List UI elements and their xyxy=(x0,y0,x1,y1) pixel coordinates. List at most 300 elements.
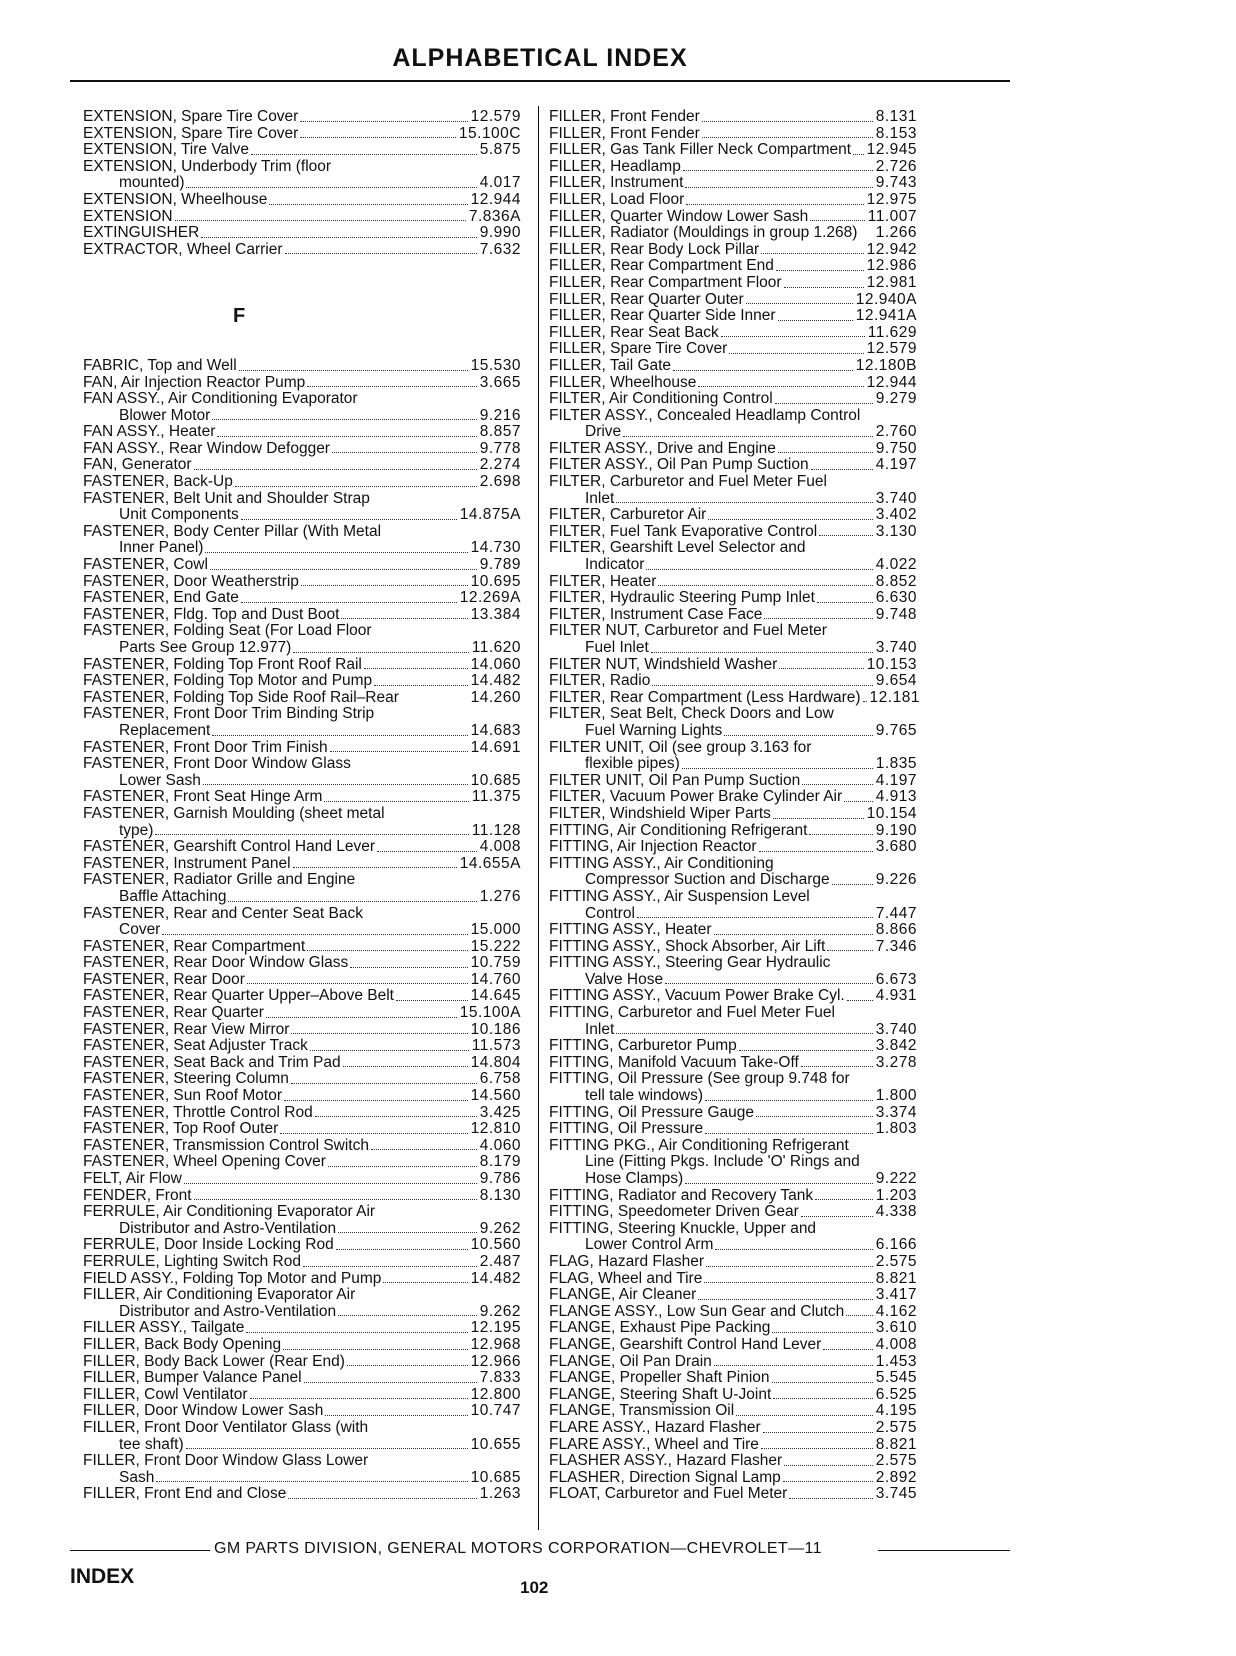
group-number: 12.944 xyxy=(470,190,521,208)
footer-rule-right xyxy=(878,1550,1010,1552)
entry-text: FILLER, Load Floor xyxy=(549,190,685,208)
index-entry xyxy=(83,1154,521,1171)
entry-text: FILLER, Bumper Valance Panel xyxy=(83,1369,302,1387)
footer-text: GM PARTS DIVISION, GENERAL MOTORS CORPORATION—CHEVROLET—11 xyxy=(214,1540,822,1557)
entry-text: FASTENER, Seat Back and Trim Pad xyxy=(83,1053,341,1071)
dot-leader xyxy=(616,502,872,503)
dot-leader xyxy=(714,934,873,935)
dot-leader xyxy=(739,1050,873,1051)
index-entry-continuation xyxy=(549,906,917,923)
group-number: 12.579 xyxy=(866,340,917,358)
dot-leader xyxy=(364,668,468,669)
index-entry xyxy=(549,441,917,458)
index-entry-continuation xyxy=(83,773,521,790)
group-number: 12.181 xyxy=(869,688,920,706)
dot-leader xyxy=(756,1116,873,1117)
entry-text: FASTENER, Folding Top Front Roof Rail xyxy=(83,655,362,673)
index-entry xyxy=(83,1254,521,1271)
index-entry xyxy=(83,1403,521,1420)
index-entry xyxy=(83,1071,521,1088)
index-entry xyxy=(83,590,521,607)
entry-text: FILTER, Instrument Case Face xyxy=(549,605,763,623)
entry-text: FILTER, Gearshift Level Selector and xyxy=(549,539,806,557)
index-entry xyxy=(549,308,917,325)
group-number: 15.530 xyxy=(470,356,521,374)
group-number: 1.263 xyxy=(479,1485,521,1503)
group-number: 9.990 xyxy=(479,224,521,242)
group-number: 12.195 xyxy=(470,1319,521,1337)
dot-leader xyxy=(194,469,477,470)
index-entry xyxy=(83,142,521,159)
index-entry xyxy=(83,1320,521,1337)
index-entry xyxy=(549,1121,917,1138)
index-entry-continuation xyxy=(83,175,521,192)
dot-leader xyxy=(328,1166,477,1167)
index-entry xyxy=(83,1337,521,1354)
group-number: 12.944 xyxy=(866,373,917,391)
dot-leader xyxy=(846,1315,872,1316)
dot-leader xyxy=(212,735,467,736)
group-number: 9.190 xyxy=(875,821,917,839)
index-entry xyxy=(549,258,917,275)
entry-text: FAN, Generator xyxy=(83,456,192,474)
section-heading: F xyxy=(233,305,246,328)
group-number: 9.743 xyxy=(875,174,917,192)
entry-text: FASTENER, Cowl xyxy=(83,556,208,574)
dot-leader xyxy=(811,469,873,470)
index-entry xyxy=(83,1121,521,1138)
entry-text: FILTER, Hydraulic Steering Pump Inlet xyxy=(549,589,815,607)
entry-text: FILLER, Headlamp xyxy=(549,157,681,175)
entry-text: flexible pipes) xyxy=(585,755,680,773)
index-entry xyxy=(83,789,521,806)
entry-text: FASTENER, Front Door Trim Finish xyxy=(83,738,328,756)
group-number: 15.222 xyxy=(470,937,521,955)
dot-leader xyxy=(247,983,468,984)
group-number: 12.579 xyxy=(470,108,521,125)
dot-leader xyxy=(844,801,873,802)
dot-leader xyxy=(784,287,864,288)
entry-text: FASTENER, Folding Seat (For Load Floor xyxy=(83,622,372,640)
entry-text: FITTING ASSY., Vacuum Power Brake Cyl. xyxy=(549,987,845,1005)
index-entry xyxy=(83,1486,521,1503)
index-entry xyxy=(549,275,917,292)
group-number: 8.130 xyxy=(479,1186,521,1204)
group-number: 14.060 xyxy=(470,655,521,673)
index-entry xyxy=(83,1038,521,1055)
dot-leader xyxy=(310,1050,469,1051)
index-entry xyxy=(83,242,521,259)
group-number: 12.966 xyxy=(470,1352,521,1370)
spacer xyxy=(83,275,521,292)
index-entry xyxy=(549,474,917,491)
dot-leader xyxy=(304,1382,477,1383)
entry-text: FILLER, Gas Tank Filler Neck Compartment xyxy=(549,141,852,159)
group-number: 8.179 xyxy=(479,1153,521,1171)
index-entry xyxy=(83,872,521,889)
index-entry xyxy=(549,1287,917,1304)
group-number: 15.100C xyxy=(458,124,521,142)
entry-text: FILTER, Rear Compartment (Less Hardware) xyxy=(549,688,861,706)
spacer xyxy=(83,292,521,309)
dot-leader xyxy=(623,436,873,437)
entry-text: FASTENER, Front Door Window Glass xyxy=(83,755,351,773)
dot-leader xyxy=(673,370,853,371)
index-entry xyxy=(549,159,917,176)
entry-text: FILLER, Rear Seat Back xyxy=(549,323,719,341)
entry-text: Blower Motor xyxy=(119,406,211,424)
index-entry xyxy=(549,1437,917,1454)
group-number: 14.482 xyxy=(470,672,521,690)
index-entry xyxy=(549,1005,917,1022)
index-entry xyxy=(549,1403,917,1420)
index-entry xyxy=(83,474,521,491)
group-number: 1.453 xyxy=(875,1352,917,1370)
group-number: 4.008 xyxy=(875,1335,917,1353)
dot-leader xyxy=(721,336,865,337)
index-entry xyxy=(83,740,521,757)
dot-leader xyxy=(371,1149,477,1150)
entry-text: FILTER, Heater xyxy=(549,572,657,590)
entry-text: FELT, Air Flow xyxy=(83,1170,182,1187)
entry-text: FASTENER, Body Center Pillar (With Metal xyxy=(83,522,382,540)
index-entry xyxy=(83,574,521,591)
index-entry xyxy=(83,690,521,707)
index-entry xyxy=(83,375,521,392)
group-number: 11.128 xyxy=(471,821,521,839)
group-number: 10.655 xyxy=(470,1435,521,1453)
index-entry-continuation xyxy=(549,872,917,889)
group-number: 9.262 xyxy=(479,1219,521,1237)
entry-text: FITTING, Air Injection Reactor xyxy=(549,838,757,856)
group-number: 8.821 xyxy=(875,1269,917,1287)
dot-leader xyxy=(809,834,872,835)
dot-leader xyxy=(683,170,873,171)
dot-leader xyxy=(773,818,864,819)
group-number: 10.759 xyxy=(470,954,521,972)
entry-text: FILLER, Rear Quarter Outer xyxy=(549,290,744,308)
entry-text: FASTENER, Back-Up xyxy=(83,473,233,491)
index-entry xyxy=(549,126,917,143)
index-entry-continuation xyxy=(549,1088,917,1105)
group-number: 9.222 xyxy=(875,1170,917,1187)
entry-text: Line (Fitting Pkgs. Include 'O' Rings and xyxy=(585,1153,860,1171)
dot-leader xyxy=(772,1332,872,1333)
entry-text: FILLER, Cowl Ventilator xyxy=(83,1385,248,1403)
group-number: 3.130 xyxy=(875,522,917,540)
dot-leader xyxy=(863,701,867,702)
index-entry xyxy=(549,789,917,806)
dot-leader xyxy=(303,1266,477,1267)
group-number: 13.384 xyxy=(470,605,521,623)
entry-text: FILLER, Rear Compartment End xyxy=(549,257,774,275)
dot-leader xyxy=(241,519,457,520)
entry-text: Lower Sash xyxy=(119,771,201,789)
index-entry-continuation xyxy=(83,922,521,939)
index-entry-continuation xyxy=(549,1154,917,1171)
dot-leader xyxy=(746,303,853,304)
entry-text: FILTER, Radio xyxy=(549,672,651,690)
dot-leader xyxy=(823,1349,872,1350)
index-entry xyxy=(549,175,917,192)
footer-rule-left xyxy=(70,1550,210,1552)
entry-text: FASTENER, Garnish Moulding (sheet metal xyxy=(83,804,385,822)
dot-leader xyxy=(228,901,476,902)
entry-text: FLOAT, Carburetor and Fuel Meter xyxy=(549,1485,788,1503)
entry-text: FITTING, Oil Pressure (See group 9.748 for xyxy=(549,1070,850,1088)
index-entry xyxy=(549,142,917,159)
entry-text: FASTENER, Front Seat Hinge Arm xyxy=(83,788,323,806)
dot-leader xyxy=(708,519,872,520)
index-entry xyxy=(83,457,521,474)
dot-leader xyxy=(685,1183,873,1184)
group-number: 12.941A xyxy=(855,307,917,325)
dot-leader xyxy=(374,685,467,686)
index-entry xyxy=(83,1387,521,1404)
entry-text: FASTENER, Gearshift Control Hand Lever xyxy=(83,838,376,856)
group-number: 2.575 xyxy=(875,1418,917,1436)
index-entry xyxy=(83,1354,521,1371)
entry-text: FITTING ASSY., Air Conditioning xyxy=(549,854,774,872)
group-number: 12.981 xyxy=(866,273,917,291)
entry-text: FASTENER, Rear Compartment xyxy=(83,937,306,955)
group-number: 7.836A xyxy=(468,207,521,225)
index-column-left xyxy=(83,109,521,1503)
entry-text: tell tale windows) xyxy=(585,1087,704,1105)
group-number: 12.269A xyxy=(459,589,521,607)
group-number: 8.153 xyxy=(875,124,917,142)
entry-text: FERRULE, Door Inside Locking Rod xyxy=(83,1236,334,1254)
index-entry xyxy=(549,955,917,972)
index-entry xyxy=(549,1420,917,1437)
entry-text: FASTENER, Seat Adjuster Track xyxy=(83,1037,308,1055)
group-number: 3.740 xyxy=(875,639,917,656)
entry-text: FASTENER, Fldg. Top and Dust Boot xyxy=(83,605,340,623)
group-number: 6.525 xyxy=(875,1385,917,1403)
index-entry xyxy=(83,1420,521,1437)
group-number: 14.804 xyxy=(470,1053,521,1071)
group-number: 11.007 xyxy=(867,207,917,225)
index-entry xyxy=(549,540,917,557)
group-number: 12.942 xyxy=(866,240,917,258)
entry-text: FITTING ASSY., Steering Gear Hydraulic xyxy=(549,954,831,972)
index-entry xyxy=(549,988,917,1005)
group-number: 4.195 xyxy=(875,1402,917,1420)
index-entry xyxy=(549,1453,917,1470)
dot-leader xyxy=(341,618,467,619)
entry-text: Compressor Suction and Discharge xyxy=(585,871,830,889)
dot-leader xyxy=(706,1266,873,1267)
entry-text: FITTING, Carburetor and Fuel Meter Fuel xyxy=(549,1004,835,1022)
group-number: 7.447 xyxy=(875,904,917,922)
index-entry-continuation xyxy=(83,723,521,740)
group-number: 3.740 xyxy=(875,489,917,507)
group-number: 3.374 xyxy=(875,1103,917,1121)
dot-leader xyxy=(847,1000,873,1001)
entry-text: FASTENER, Rear Quarter Upper–Above Belt xyxy=(83,987,394,1005)
group-number: 14.645 xyxy=(470,987,521,1005)
group-number: 3.665 xyxy=(479,373,521,391)
group-number: 2.487 xyxy=(479,1252,521,1270)
dot-leader xyxy=(280,1133,467,1134)
entry-text: FILTER, Fuel Tank Evaporative Control xyxy=(549,522,818,540)
entry-text: FASTENER, Transmission Control Switch xyxy=(83,1136,369,1154)
index-entry xyxy=(83,906,521,923)
group-number: 3.417 xyxy=(875,1286,917,1304)
dot-leader xyxy=(783,1481,873,1482)
spacer xyxy=(83,325,521,342)
group-number: 14.683 xyxy=(470,721,521,739)
group-number: 2.274 xyxy=(479,456,521,474)
group-number: 3.278 xyxy=(875,1053,917,1071)
index-entry xyxy=(83,109,521,126)
dot-leader xyxy=(324,801,468,802)
dot-leader xyxy=(714,1365,873,1366)
group-number: 10.685 xyxy=(470,771,521,789)
index-entry xyxy=(83,1105,521,1122)
entry-text: FILLER, Wheelhouse xyxy=(549,373,697,391)
entry-text: Replacement xyxy=(119,721,211,739)
dot-leader xyxy=(293,867,457,868)
entry-text: FILLER, Rear Body Lock Pillar xyxy=(549,240,760,258)
index-entry xyxy=(83,856,521,873)
index-entry xyxy=(549,1138,917,1155)
entry-text: FITTING ASSY., Heater xyxy=(549,921,712,939)
group-number: 8.852 xyxy=(875,572,917,590)
entry-text: FILLER, Front Door Window Glass Lower xyxy=(83,1452,369,1470)
group-number: 10.685 xyxy=(470,1468,521,1486)
group-number: 4.197 xyxy=(875,771,917,789)
entry-text: FITTING, Speedometer Driven Gear xyxy=(549,1203,799,1221)
index-entry-continuation xyxy=(549,756,917,773)
index-entry-continuation xyxy=(549,491,917,508)
group-number: 6.166 xyxy=(875,1236,917,1254)
entry-text: FAN ASSY., Heater xyxy=(83,423,216,441)
entry-text: FILTER UNIT, Oil Pan Pump Suction xyxy=(549,771,801,789)
index-entry xyxy=(549,109,917,126)
group-number: 3.842 xyxy=(875,1037,917,1055)
entry-text: EXTENSION xyxy=(83,207,173,225)
index-entry xyxy=(549,939,917,956)
entry-text: FASTENER, Radiator Grille and Engine xyxy=(83,871,356,889)
group-number: 9.216 xyxy=(479,406,521,424)
group-number: 8.866 xyxy=(875,921,917,939)
entry-text: FASTENER, Rear View Mirror xyxy=(83,1020,290,1038)
entry-text: FILTER, Air Conditioning Control xyxy=(549,390,773,408)
group-number: 4.338 xyxy=(875,1203,917,1221)
index-entry xyxy=(83,839,521,856)
dot-leader xyxy=(776,270,864,271)
entry-text: EXTENSION, Tire Valve xyxy=(83,141,249,159)
entry-text: Cover xyxy=(119,921,161,939)
index-entry xyxy=(549,922,917,939)
index-entry xyxy=(549,457,917,474)
group-number: 6.673 xyxy=(875,970,917,988)
group-number: 9.748 xyxy=(875,605,917,623)
dot-leader xyxy=(246,1332,467,1333)
index-entry xyxy=(549,806,917,823)
group-number: 12.945 xyxy=(866,141,917,159)
index-entry xyxy=(83,939,521,956)
dot-leader xyxy=(293,652,468,653)
index-entry xyxy=(549,1387,917,1404)
entry-text: EXTENSION, Underbody Trim (floor xyxy=(83,157,332,175)
index-entry xyxy=(549,192,917,209)
entry-text: FILLER, Front Fender xyxy=(549,124,700,142)
index-entry xyxy=(83,524,521,541)
index-entry xyxy=(549,1071,917,1088)
dot-leader xyxy=(325,1415,467,1416)
index-entry xyxy=(549,1320,917,1337)
index-entry-continuation xyxy=(83,889,521,906)
entry-text: FILTER UNIT, Oil (see group 3.163 for xyxy=(549,738,812,756)
index-entry-continuation xyxy=(83,1470,521,1487)
entry-text: FITTING, Carburetor Pump xyxy=(549,1037,737,1055)
dot-leader xyxy=(205,552,467,553)
entry-text: EXTENSION, Spare Tire Cover xyxy=(83,124,299,142)
entry-text: FERRULE, Air Conditioning Evaporator Air xyxy=(83,1203,376,1221)
entry-text: FASTENER, Belt Unit and Shoulder Strap xyxy=(83,489,370,507)
index-entry-continuation xyxy=(83,1437,521,1454)
index-entry xyxy=(83,706,521,723)
entry-text: Parts See Group 12.977) xyxy=(119,639,292,656)
entry-text: FITTING PKG., Air Conditioning Refrigerant xyxy=(549,1136,849,1154)
entry-text: FLANGE ASSY., Low Sun Gear and Clutch xyxy=(549,1302,845,1320)
entry-text: FILTER, Carburetor Air xyxy=(549,506,707,524)
group-number: 10.154 xyxy=(866,804,917,822)
entry-text: FLANGE, Gearshift Control Hand Lever xyxy=(549,1335,822,1353)
group-number: 9.262 xyxy=(479,1302,521,1320)
entry-text: FILLER, Radiator (Mouldings in group 1.268) xyxy=(549,224,858,242)
dot-leader xyxy=(802,784,872,785)
index-entry xyxy=(549,574,917,591)
index-column-right xyxy=(549,108,920,1503)
dot-leader xyxy=(832,884,873,885)
index-entry xyxy=(549,1354,917,1371)
group-number: 4.060 xyxy=(479,1136,521,1154)
index-entry xyxy=(549,1188,917,1205)
dot-leader xyxy=(637,917,873,918)
entry-text: FILLER, Air Conditioning Evaporator Air xyxy=(83,1286,356,1304)
index-entry xyxy=(83,673,521,690)
entry-text: FILLER, Rear Quarter Side Inner xyxy=(549,307,776,325)
entry-text: Baffle Attaching xyxy=(119,887,227,905)
dot-leader xyxy=(396,1000,468,1001)
group-number: 1.276 xyxy=(479,887,521,905)
entry-text: FITTING, Oil Pressure Gauge xyxy=(549,1103,754,1121)
dot-leader xyxy=(652,685,872,686)
index-entry-continuation xyxy=(83,823,521,840)
group-number: 4.931 xyxy=(875,987,917,1005)
dot-leader xyxy=(789,1498,872,1499)
group-number: 14.655A xyxy=(459,854,521,872)
entry-text: FILLER, Front End and Close xyxy=(83,1485,287,1503)
dot-leader xyxy=(685,187,872,188)
entry-text: FLASHER ASSY., Hazard Flasher xyxy=(549,1452,783,1470)
entry-text: FITTING ASSY., Shock Absorber, Air Lift xyxy=(549,937,826,955)
index-entry xyxy=(549,706,917,723)
dot-leader xyxy=(291,1033,467,1034)
index-entry xyxy=(549,1370,917,1387)
index-entry xyxy=(549,408,917,425)
index-entry xyxy=(549,1337,917,1354)
entry-text: Fuel Warning Lights xyxy=(585,721,723,739)
entry-text: FILLER, Tail Gate xyxy=(549,356,672,374)
entry-text: FILTER, Carburetor and Fuel Meter Fuel xyxy=(549,473,827,491)
dot-leader xyxy=(336,1249,468,1250)
group-number: 3.402 xyxy=(875,506,917,524)
index-entry-continuation xyxy=(83,640,521,657)
